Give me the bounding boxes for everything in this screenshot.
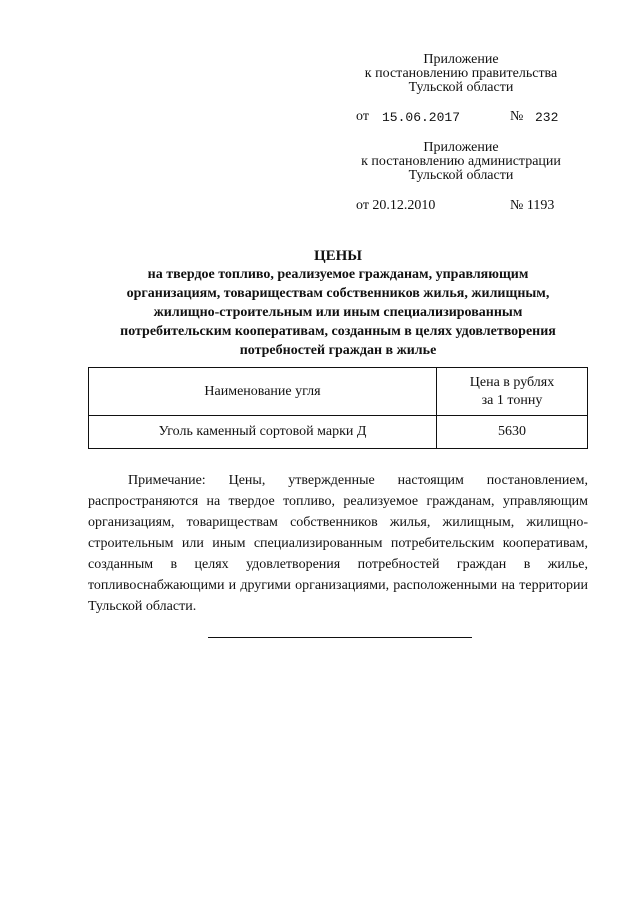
price-table	[88, 367, 588, 449]
appendix-subtitle: к постановлению администрации	[361, 154, 561, 169]
appendix-region: Тульской области	[408, 168, 514, 183]
end-separator-line	[208, 637, 472, 638]
table-header-row	[89, 368, 588, 416]
resolution-number: № 1193	[510, 198, 555, 213]
subtitle-line: на твердое топливо, реализуемое гражданам, управляющим	[147, 267, 529, 282]
appendix-region: Тульской области	[408, 80, 514, 95]
price-header-line: Цена в рублях	[469, 374, 555, 390]
document-subtitle	[0, 265, 640, 360]
resolution-date: от 20.12.2010	[356, 198, 436, 213]
column-header-coal-name: Наименование угля	[89, 368, 437, 416]
appendix-label: Приложение	[423, 52, 499, 67]
subtitle-line: потребительским кооперативам, созданным в целях удовлетворения	[120, 324, 556, 339]
subtitle-line: жилищно-строительным или иным специализированным	[153, 305, 523, 320]
price-header-line: за 1 тонну	[481, 392, 543, 408]
resolution-number: 232	[535, 110, 559, 125]
appendix-subtitle: к постановлению правительства	[364, 66, 558, 81]
subtitle-line: организациям, товариществам собственников жилья, жилищным,	[126, 286, 550, 301]
date-prefix: от	[356, 109, 369, 124]
column-header-price	[437, 368, 588, 416]
table-row	[89, 416, 588, 449]
document-title: ЦЕНЫ	[313, 248, 363, 264]
subtitle-line: потребностей граждан в жилье	[239, 343, 437, 358]
appendix-label: Приложение	[423, 140, 499, 155]
coal-name-cell: Уголь каменный сортовой марки Д	[89, 416, 437, 449]
resolution-date: 15.06.2017	[382, 110, 461, 125]
note-paragraph: Примечание: Цены, утвержденные настоящим постановлением, распространяются на твердое топливо, реализуемое гражданам, управляющим организациям, товариществам собственников жилья, жилищным, жилищно-строительным или иным специализированным потребительским кооперативам, созданным в целях удовлетворения потребностей граждан в жилье, топливоснабжающими и другими организациями, расположенными на территории Тульской области.	[88, 473, 588, 614]
price-cell: 5630	[437, 416, 588, 449]
number-prefix: №	[510, 109, 524, 124]
